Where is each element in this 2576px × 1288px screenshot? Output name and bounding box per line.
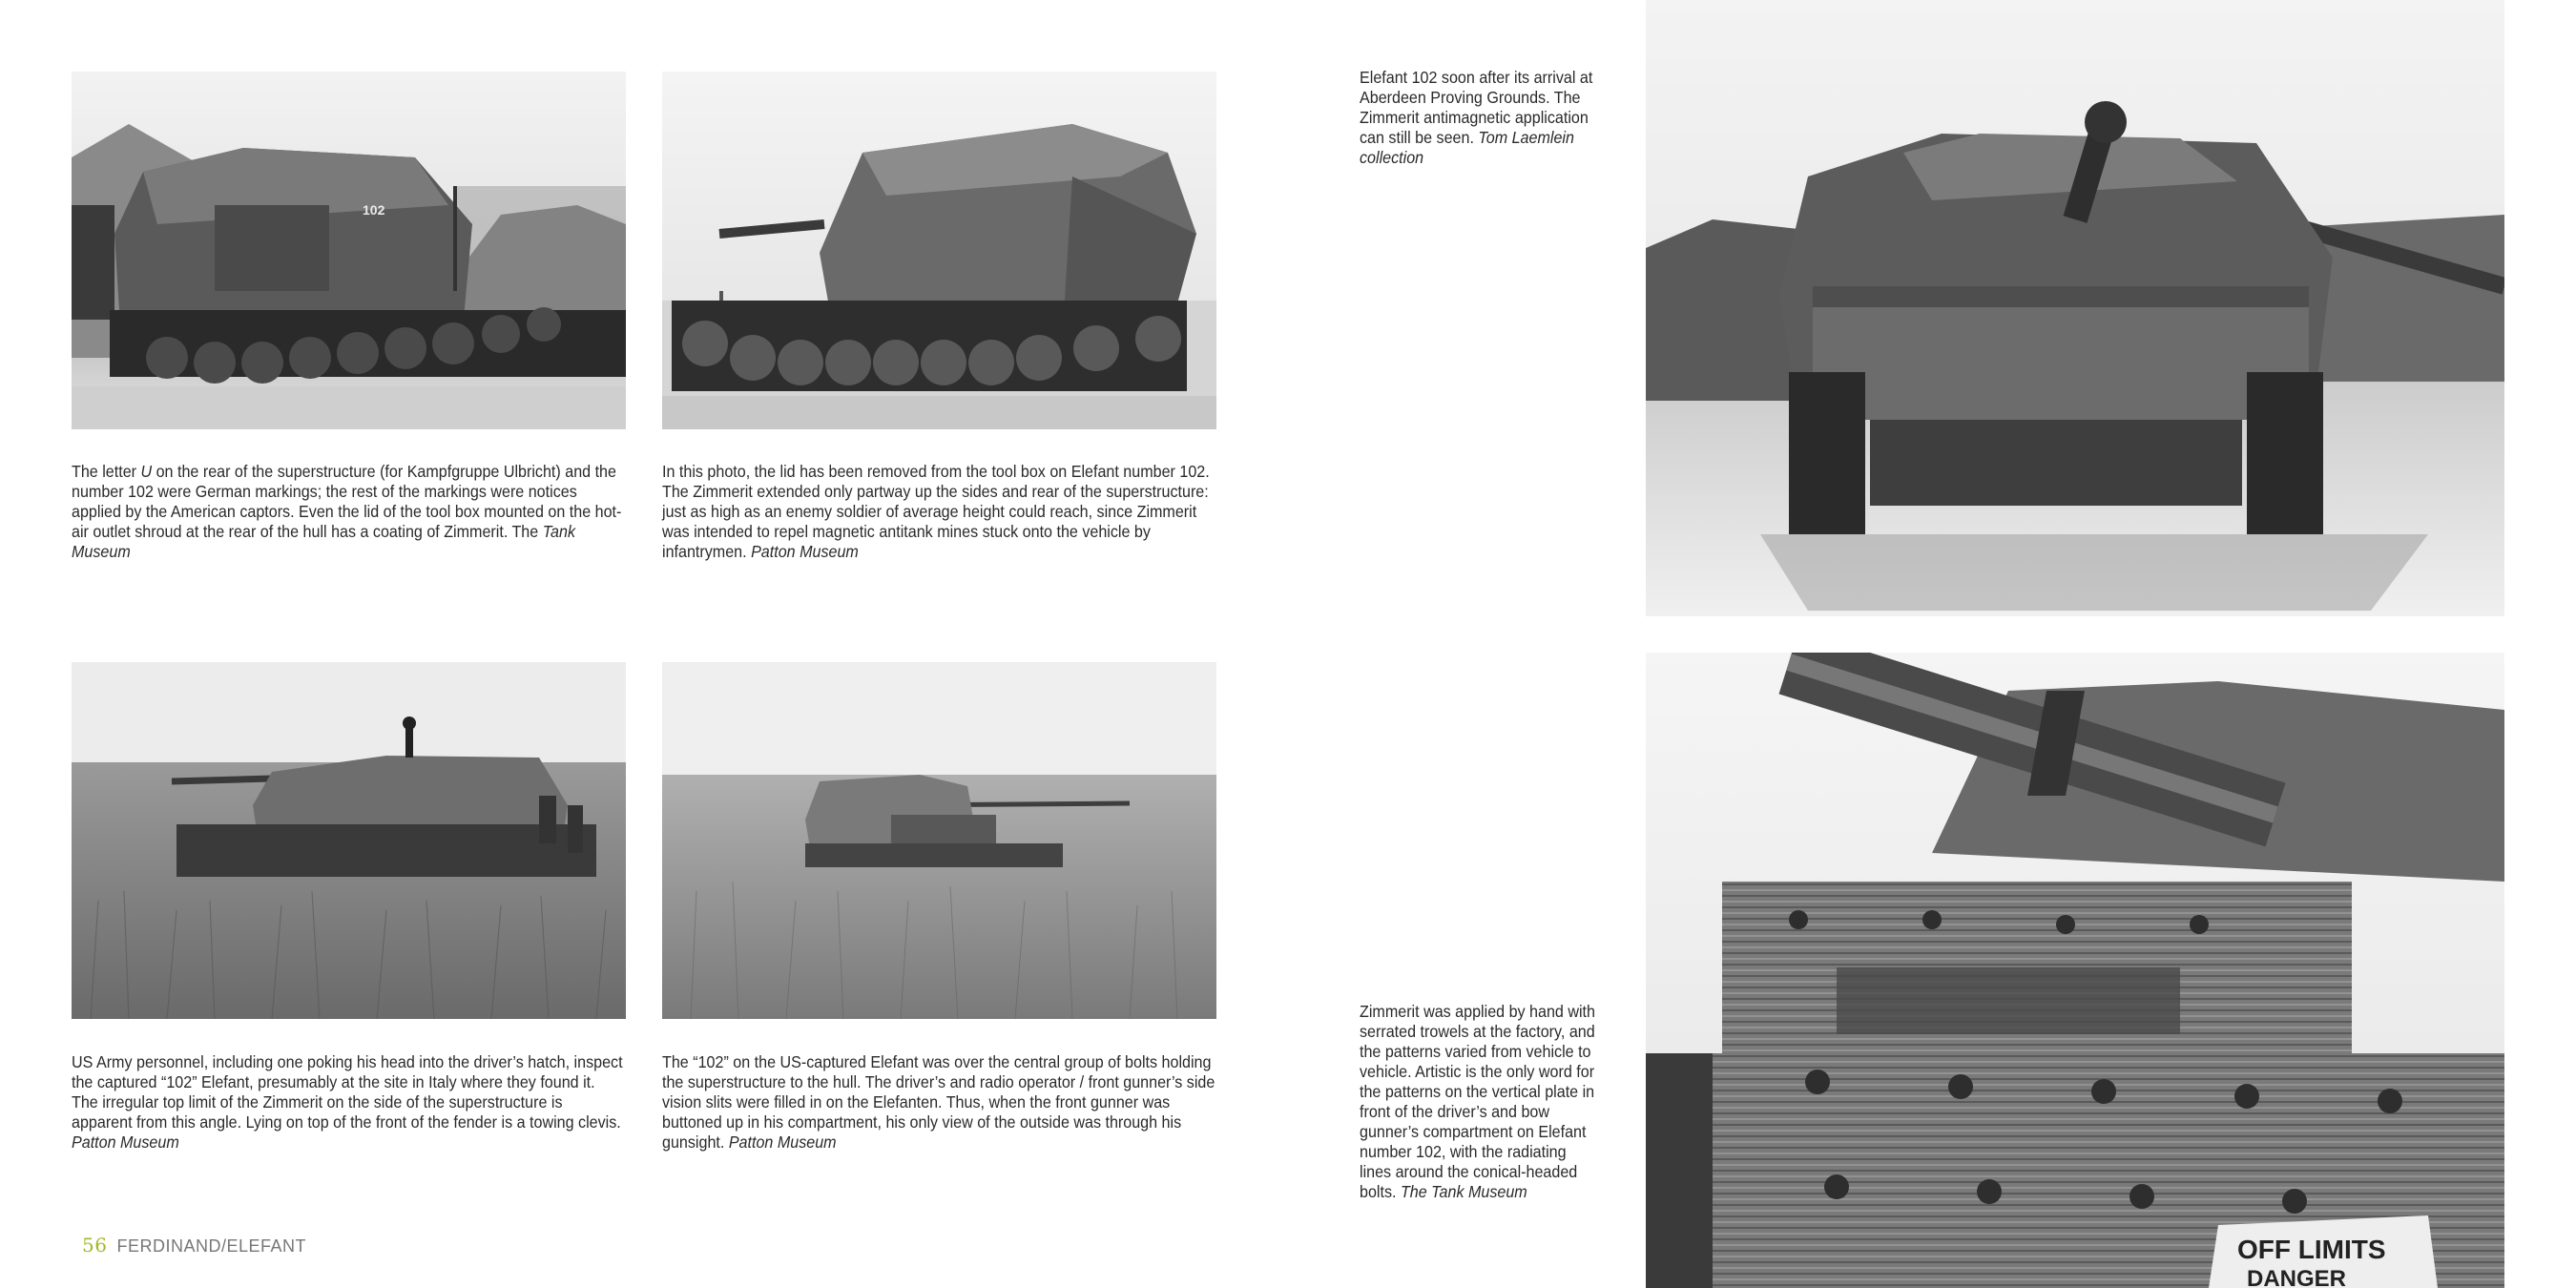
page-footer <box>82 1234 306 1257</box>
caption-photo-6: Zimmerit was applied by hand with serrated trowels at the factory, and the patterns varied from vehicle to vehicle. Artistic is the only word for the patterns on the vertical plate in front of the driver’s and bow gunner’s compartment on Elefant number 102, with the radiating lines around the conical-headed bolts. The Tank Museum <box>1360 1002 1595 1201</box>
caption-photo-1: The letter U on the rear of the superstructure (for Kampfgruppe Ulbricht) and the number 102 were German markings; the rest of the markings were notices applied by the American captors. Even the lid of the tool box mounted on the hot-air outlet shroud at the rear of the hull has a coating of Zimmerit. The Tank Museum <box>72 462 622 561</box>
page-number: 56 <box>82 1234 108 1257</box>
caption-photo-3: US Army personnel, including one poking his head into the driver’s hatch, inspect the captured “102” Elefant, presumably at the site in Italy where they found it. The irregular top limit of the Zimmerit on the side of the superstructure is apparent from this angle. Lying on top of the front of the fender is a towing clevis. Patton Museum <box>72 1052 623 1152</box>
caption-italic-letter: U <box>140 462 153 481</box>
photo-elefant-rear-three-quarter <box>72 72 626 429</box>
caption-photo-5: Elefant 102 soon after its arrival at Aberdeen Proving Grounds. The Zimmerit antimagnetic application can still be seen. Tom Laemlein collection <box>1360 68 1593 167</box>
caption-photo-2: In this photo, the lid has been removed from the tool box on Elefant number 102. The Zimmerit extended only partway up the sides and rear of the superstructure: just as high as an enemy soldier of average height could reach, since Zimmerit was intended to repel magnetic antitank mines stuck onto the vehicle by infantrymen. Patton Museum <box>662 462 1210 561</box>
caption-photo-4: The “102” on the US-captured Elefant was over the central group of bolts holding the superstructure to the hull. The driver’s and radio operator / front gunner’s side vision slits were filled in on the Elefanten. Thus, when the front gunner was buttoned up in his compartment, his only view of the outside was through his gunsight. Patton Museum <box>662 1052 1215 1152</box>
sign-text-line1: OFF LIMITS <box>2237 1235 2386 1264</box>
photo-elefant-distant-grass <box>662 662 1216 1019</box>
running-title: FERDINAND/ELEFANT <box>116 1236 306 1256</box>
caption-credit: Patton Museum <box>751 542 859 561</box>
photo-elefant-side-view <box>662 72 1216 429</box>
hull-number-marking: 102 <box>363 202 385 218</box>
caption-credit: Patton Museum <box>728 1132 837 1152</box>
photo-elefant-field-inspection <box>72 662 626 1019</box>
photo-elefant-zimmerit-closeup <box>1646 653 2504 1288</box>
sign-text-line2: DANGER <box>2247 1266 2347 1288</box>
photo-elefant-front-aberdeen <box>1646 0 2504 616</box>
caption-credit: The Tank Museum <box>1400 1182 1527 1201</box>
caption-credit: Tank Museum <box>72 522 576 561</box>
caption-credit: Tom Laemlein collection <box>1360 128 1574 167</box>
caption-credit: Patton Museum <box>72 1132 179 1152</box>
